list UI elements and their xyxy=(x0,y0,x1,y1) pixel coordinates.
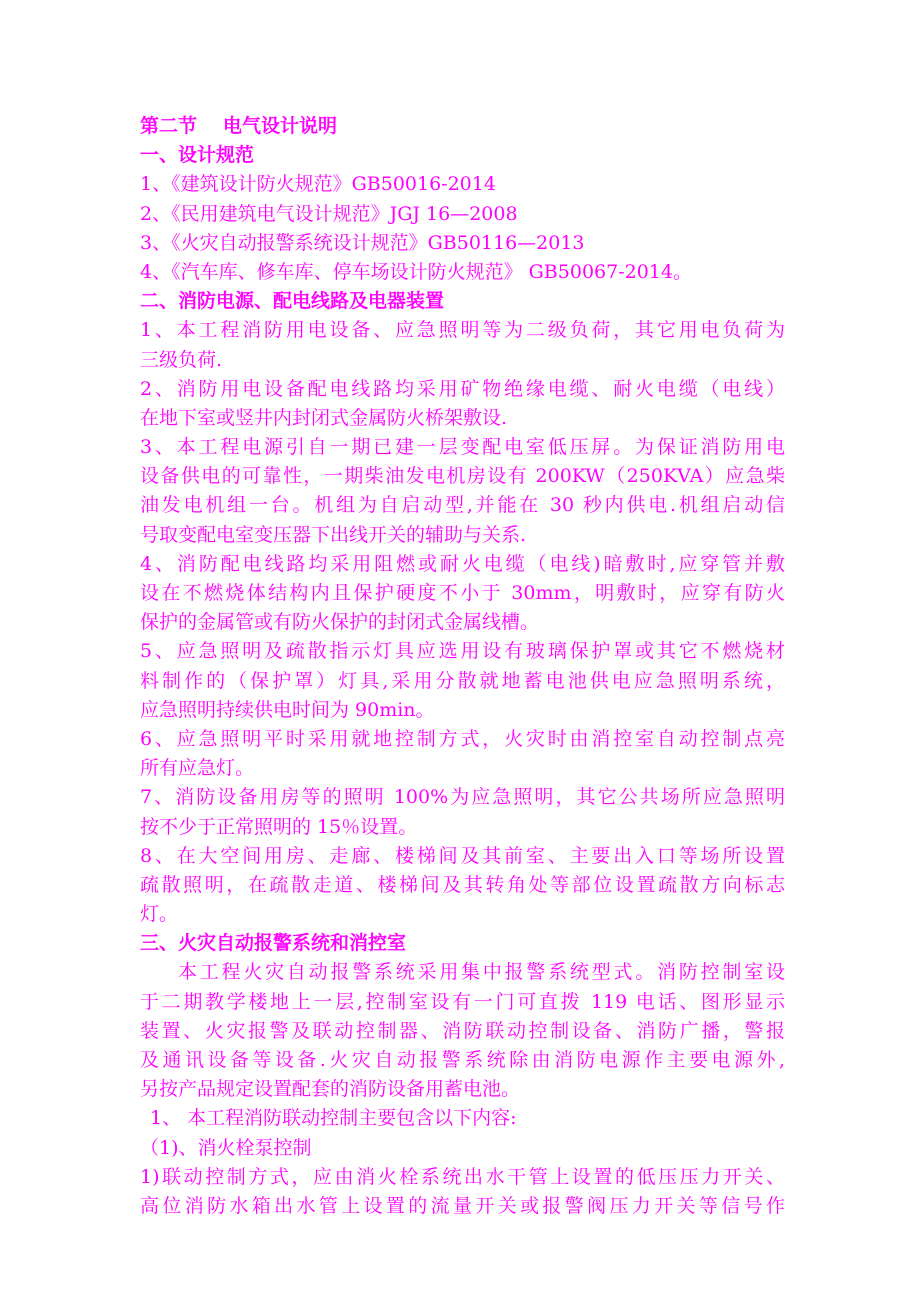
paragraph-2-line-2: 在地下室或竖井内封闭式金属防火桥架敷设. xyxy=(140,406,508,429)
paragraph-7-line-2: 按不少于正常照明的 15％设置。 xyxy=(140,815,418,838)
paragraph-6-line-1: 6、应急照明平时采用就地控制方式，火灾时由消控室自动控制点亮 xyxy=(140,727,785,750)
section-number: 第二节 xyxy=(140,115,198,137)
linkage-subitem-1: （1)、消火栓泵控制 xyxy=(140,1136,312,1159)
paragraph-5-line-2: 料制作的（保护罩）灯具,采用分散就地蓄电池供电应急照明系统， xyxy=(140,669,785,692)
paragraph-9-line-2: 于二期教学楼地上一层,控制室设有一门可直拨 119 电话、图形显示 xyxy=(140,990,785,1013)
paragraph-3-line-1: 3、本工程电源引自一期已建一层变配电室低压屏。为保证消防用电 xyxy=(140,436,785,459)
paragraph-6-line-2: 所有应急灯。 xyxy=(140,757,255,780)
paragraph-4-line-3: 保护的金属管或有防火保护的封闭式金属线槽。 xyxy=(140,611,540,634)
paragraph-1-line-1: 1、本工程消防用电设备、应急照明等为二级负荷，其它用电负荷为 xyxy=(140,319,785,342)
paragraph-8-line-2: 疏散照明，在疏散走道、楼梯间及其转角处等部位设置疏散方向标志 xyxy=(140,873,785,896)
paragraph-10-line-2: 高位消防水箱出水管上设置的流量开关或报警阀压力开关等信号作 xyxy=(140,1194,785,1217)
paragraph-10-line-1: 1)联动控制方式，应由消火栓系统出水干管上设置的低压压力开关、 xyxy=(140,1165,785,1188)
code-item-4: 4、《汽车库、修车库、停车场设计防火规范》 GB50067-2014。 xyxy=(140,260,692,283)
heading-design-codes: 一、设计规范 xyxy=(140,144,255,167)
paragraph-9-line-4: 及通讯设备等设备.火灾自动报警系统除由消防电源作主要电源外, xyxy=(140,1049,785,1071)
paragraph-5-line-1: 5、应急照明及疏散指示灯具应选用设有玻璃保护罩或其它不燃烧材 xyxy=(140,640,785,663)
paragraph-2-line-1: 2、消防用电设备配电线路均采用矿物绝缘电缆、耐火电缆（电线） xyxy=(140,377,785,400)
document-page xyxy=(140,112,785,1221)
paragraph-4-line-1: 4、消防配电线路均采用阻燃或耐火电缆（电线)暗敷时,应穿管并敷 xyxy=(140,552,785,575)
paragraph-8-line-1: 8、在大空间用房、走廊、楼梯间及其前室、主要出入口等场所设置 xyxy=(140,844,785,867)
paragraph-3-line-2: 设备供电的可靠性，一期柴油发电机房设有 200KW（250KVA）应急柴 xyxy=(140,465,785,488)
linkage-item-1: 1、 本工程消防联动控制主要包含以下内容: xyxy=(150,1107,517,1130)
paragraph-9-line-3: 装置、火灾报警及联动控制器、消防联动控制设备、消防广播，警报 xyxy=(140,1019,785,1042)
paragraph-9-line-5: 另按产品规定设置配套的消防设备用蓄电池。 xyxy=(140,1078,521,1101)
heading-fire-alarm: 三、火灾自动报警系统和消控室 xyxy=(140,932,407,955)
section-title xyxy=(140,112,785,141)
paragraph-3-line-3: 油发电机组一台。机组为自启动型,并能在 30 秒内供电.机组启动信 xyxy=(140,494,785,517)
paragraph-5-line-3: 应急照明持续供电时间为 90min。 xyxy=(140,698,435,721)
paragraph-1-line-2: 三级负荷. xyxy=(140,348,223,371)
paragraph-9-line-1: 本工程火灾自动报警系统采用集中报警系统型式。消防控制室设 xyxy=(178,961,785,984)
paragraph-3-line-4: 号取变配电室变压器下出线开关的辅助与关系. xyxy=(140,523,527,546)
code-item-3: 3、《火灾自动报警系统设计规范》GB50116—2013 xyxy=(140,231,585,254)
section-name: 电气设计说明 xyxy=(223,115,338,137)
code-item-1: 1、《建筑设计防火规范》GB50016-2014 xyxy=(140,173,496,196)
paragraph-8-line-3: 灯。 xyxy=(140,903,179,926)
paragraph-4-line-2: 设在不燃烧体结构内且保护硬度不小于 30mm，明敷时，应穿有防火 xyxy=(140,582,785,604)
code-item-2: 2、《民用建筑电气设计规范》JGJ 16—2008 xyxy=(140,202,518,225)
heading-fire-power: 二、消防电源、配电线路及电器装置 xyxy=(140,290,445,313)
paragraph-7-line-1: 7、消防设备用房等的照明 100%为应急照明，其它公共场所应急照明 xyxy=(140,786,785,809)
